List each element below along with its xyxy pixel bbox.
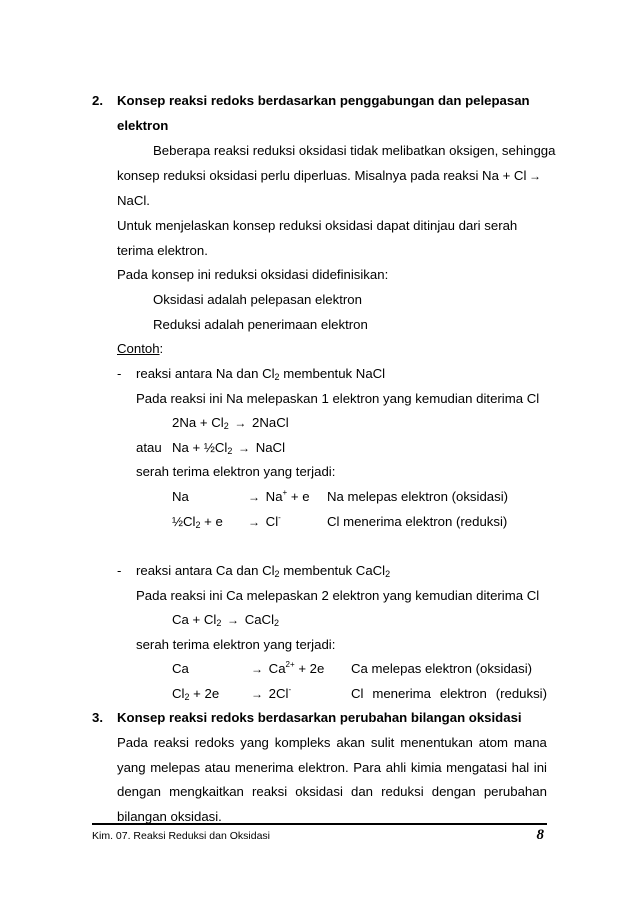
arrow-icon: → (529, 169, 541, 183)
example-description: Pada reaksi ini Na melepaskan 1 elektron yang kemudian diterima Cl (136, 391, 540, 406)
equation: $Ca + Cl_2$ → CaCl$_2$ (172, 612, 280, 628)
paragraph-line: Pada konsep ini reduksi oksidasi didefinisikan: (117, 267, 389, 282)
arrow-icon: → (248, 515, 260, 529)
paragraph-line: NaCl. (117, 193, 150, 208)
section-heading: Konsep reaksi redoks berdasarkan penggabungan dan pelepasan (117, 93, 530, 108)
arrow-icon: → (248, 490, 260, 504)
definition-oxidation: Oksidasi adalah pelepasan elektron (153, 292, 362, 307)
arrow-icon: → (251, 662, 263, 676)
equation: $Na + \frac{1}{2}Cl_2$ → NaCl (172, 440, 286, 456)
half-reaction-note: Ca melepas elektron (oksidasi) (351, 661, 533, 676)
half-reaction-left: $Cl_2 + 2e$ (172, 686, 220, 702)
serah-label: serah terima elektron yang terjadi: (136, 637, 336, 652)
section-heading: Konsep reaksi redoks berdasarkan perubahan bilangan oksidasi (117, 710, 522, 725)
half-reaction-note: Na melepas elektron (oksidasi) (327, 489, 509, 504)
bullet-dash: - (117, 563, 122, 578)
serah-label: serah terima elektron yang terjadi: (136, 464, 336, 479)
section-number: 3. (92, 710, 103, 725)
section-number: 2. (92, 93, 103, 108)
half-reaction-right: → 2Cl- (251, 685, 292, 701)
atau-label: atau (136, 440, 162, 455)
arrow-icon: → (238, 441, 251, 455)
contoh-label: Contoh: (117, 341, 164, 356)
half-reaction-note: Cl menerima elektron (reduksi) (327, 514, 508, 529)
paragraph-line: konsep reduksi oksidasi perlu diperluas. Misalnya pada reaksi Na + Cl (117, 168, 527, 183)
half-reaction-left: Ca (172, 661, 189, 676)
paragraph-line: dengan mengkaitkan reaksi oksidasi dan reduksi dengan perubahan (117, 784, 547, 799)
paragraph-line: Pada reaksi redoks yang kompleks akan sulit menentukan atom mana (117, 735, 547, 750)
equation: $2Na + Cl_2$ → 2NaCl (172, 415, 289, 431)
bullet-dash: - (117, 366, 122, 381)
half-reaction-left: Na (172, 489, 189, 504)
example-title: reaksi antara Ca dan $Cl_2$ membentuk CaCl$_2$ (136, 563, 391, 579)
example-title: reaksi antara Na dan $Cl_2$ membentuk NaCl (136, 366, 386, 382)
page-number: 8 (536, 827, 544, 843)
half-reaction-right: → Na+ + e (248, 488, 310, 504)
half-reaction-left: $\frac{1}{2}Cl_2 + e$ (172, 514, 223, 530)
paragraph-line: bilangan oksidasi. (117, 809, 222, 824)
paragraph-line: Beberapa reaksi reduksi oksidasi tidak melibatkan oksigen, sehingga (153, 143, 556, 158)
arrow-icon: → (234, 416, 247, 430)
half-reaction-note: Cl menerima elektron (reduksi) (351, 686, 547, 701)
example-description: Pada reaksi ini Ca melepaskan 2 elektron yang kemudian diterima Cl (136, 588, 540, 603)
paragraph-line: yang melepas atau menerima elektron. Para ahli kimia mengatasi hal ini (117, 760, 547, 775)
half-reaction-right: → Cl- (248, 513, 281, 529)
arrow-icon: → (227, 613, 240, 627)
section-heading-cont: elektron (117, 118, 169, 133)
half-reaction-right: → $Ca^{2+} + 2e$ (251, 660, 325, 676)
definition-reduction: Reduksi adalah penerimaan elektron (153, 317, 368, 332)
footer-text: Kim. 07. Reaksi Reduksi dan Oksidasi (92, 830, 270, 842)
paragraph-line: Untuk menjelaskan konsep reduksi oksidasi dapat ditinjau dari serah (117, 218, 518, 233)
arrow-icon: → (251, 687, 263, 701)
paragraph-line: terima elektron. (117, 243, 208, 258)
footer-rule (92, 823, 547, 825)
